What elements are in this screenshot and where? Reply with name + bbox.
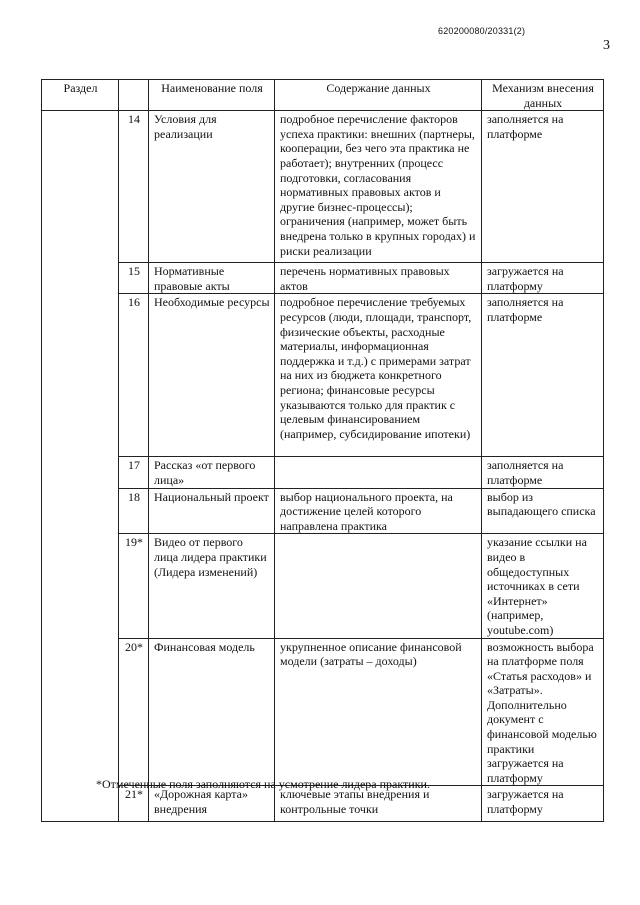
table-row	[42, 638, 604, 786]
header-content: Содержание данных	[275, 80, 482, 111]
field-name: Видео от первого лица лидера практики (Лидера изменений)	[149, 534, 275, 638]
header-number	[119, 80, 149, 111]
field-content	[275, 534, 482, 638]
row-number: 19*	[119, 534, 149, 638]
field-name: «Дорожная карта» внедрения	[149, 786, 275, 822]
table-row	[42, 294, 604, 457]
field-content: ключевые этапы внедрения и контрольные точки	[275, 786, 482, 822]
header-section: Раздел	[42, 80, 119, 111]
table-row	[42, 263, 604, 294]
table-header-row	[42, 80, 604, 111]
field-name: Нормативные правовые акты	[149, 263, 275, 294]
footnote: *Отмеченные поля заполняются на усмотрение лидера практики.	[96, 777, 430, 791]
table-row	[42, 534, 604, 638]
field-content: выбор национального проекта, на достижение целей которого направлена практика	[275, 488, 482, 534]
page-number: 3	[603, 38, 610, 53]
field-content: подробное перечисление требуемых ресурсов (люди, площади, транспорт, физические объекты, расходные материалы, информационная поддержка и т.д.) с примерами затрат на них из бюджета конкретного региона; финансовые ресурсы указываются только для практик с целевым финансированием (например, субсидирование ипотеки)	[275, 294, 482, 457]
field-content: перечень нормативных правовых актов	[275, 263, 482, 294]
section-cell	[42, 111, 119, 822]
table-row	[42, 488, 604, 534]
row-number: 17	[119, 457, 149, 488]
header-field-name: Наименование поля	[149, 80, 275, 111]
row-number: 16	[119, 294, 149, 457]
table-row	[42, 457, 604, 488]
fields-table	[41, 79, 604, 822]
row-number: 21*	[119, 786, 149, 822]
field-name: Необходимые ресурсы	[149, 294, 275, 457]
field-mechanism: загружается на платформу	[482, 786, 604, 822]
field-name: Рассказ «от первого лица»	[149, 457, 275, 488]
field-mechanism: выбор из выпадающего списка	[482, 488, 604, 534]
row-number: 14	[119, 111, 149, 263]
field-name: Финансовая модель	[149, 638, 275, 786]
field-mechanism: возможность выбора на платформе поля «Статья расходов» и «Затраты». Дополнительно документ с финансовой моделью практики загружается на платформу	[482, 638, 604, 786]
field-mechanism: заполняется на платформе	[482, 111, 604, 263]
row-number: 20*	[119, 638, 149, 786]
document-code: 620200080/20331(2)	[438, 26, 526, 36]
field-mechanism: указание ссылки на видео в общедоступных источниках в сети «Интернет» (например, youtube.com)	[482, 534, 604, 638]
field-mechanism: загружается на платформу	[482, 263, 604, 294]
row-number: 15	[119, 263, 149, 294]
row-number: 18	[119, 488, 149, 534]
field-mechanism: заполняется на платформе	[482, 294, 604, 457]
field-name: Национальный проект	[149, 488, 275, 534]
table-row	[42, 111, 604, 263]
field-content: подробное перечисление факторов успеха практики: внешних (партнеры, кооперации, без чего эта практика не работает); внутренних (процесс подготовки, согласования нормативных правовых актов и другие бизнес-процессы); ограничения (например, может быть внедрена только в крупных городах) и риски реализации	[275, 111, 482, 263]
field-mechanism: заполняется на платформе	[482, 457, 604, 488]
header-mechanism: Механизм внесения данных	[482, 80, 604, 111]
field-content	[275, 457, 482, 488]
field-content: укрупненное описание финансовой модели (затраты – доходы)	[275, 638, 482, 786]
field-name: Условия для реализации	[149, 111, 275, 263]
